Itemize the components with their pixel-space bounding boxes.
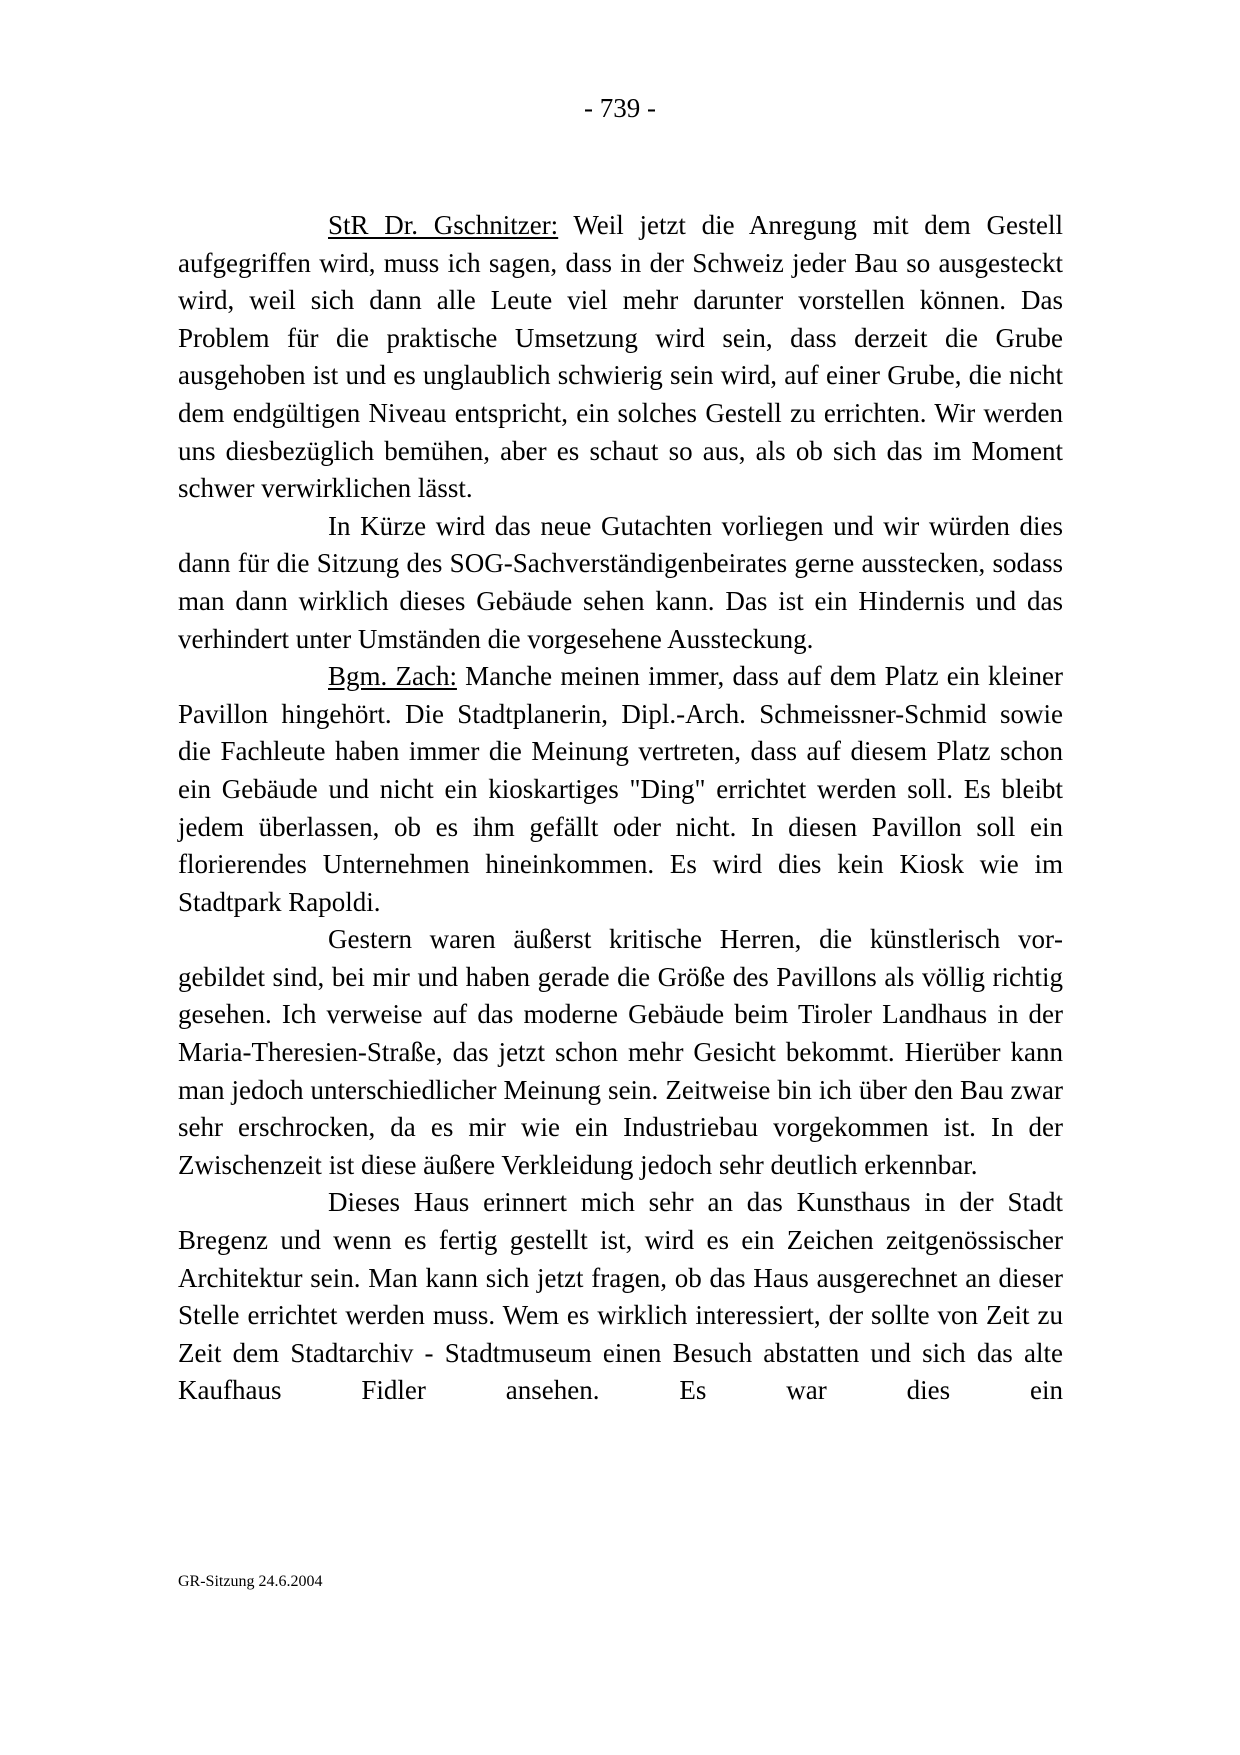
speaker-label: StR Dr. Gschnitzer: — [328, 210, 559, 240]
paragraph-dieses-haus — [178, 1184, 1063, 1410]
paragraph-text: Gestern waren äußerst kritische Herren, die künstlerisch vorgebildet sind, bei mir und haben gerade die Größe des Pavillons als völlig richtig gesehen. Ich verweise auf das moderne Gebäude beim Tiroler Landhaus in der Maria-Theresien-Straße, das jetzt schon mehr Gesicht bekommt. Hierüber kann man jedoch unterschiedlicher Meinung sein. Zeitweise bin ich über den Bau zwar sehr erschrocken, da es mir wie ein Industriebau vorgekommen ist. In der Zwischenzeit ist diese äußere Verkleidung jedoch sehr deutlich erkennbar. — [178, 924, 1063, 1180]
speaker-label: Bgm. Zach: — [328, 661, 457, 692]
page-footer: GR-Sitzung 24.6.2004 — [178, 1573, 323, 1590]
paragraph-gschnitzer — [178, 207, 1063, 508]
paragraph-text: Dieses Haus erinnert mich sehr an das Kunsthaus in der Stadt Bregenz und wenn es fertig gestellt ist, wird es ein Zeichen zeitgenössischer Architektur sein. Man kann sich jetzt fragen, ob das Haus ausgerechnet an dieser Stelle errichtet werden muss. Wem es wirklich interessiert, der sollte von Zeit zu Zeit dem Stadtarchiv - Stadtmuseum einen Besuch abstatten und sich das alte Kaufhaus Fidler ansehen. Es war dies ein — [178, 1187, 1063, 1406]
page-number: - 739 - — [584, 93, 656, 123]
document-body — [178, 207, 1063, 1410]
paragraph-text: In Kürze wird das neue Gutachten vorliegen und wir würden dies dann für die Sitzung des SOG-Sachverständigenbeirates gerne ausstecken, sodass man dann wirklich dieses Gebäude sehen kann. Das ist ein Hindernis und das verhindert unter Umständen die vorgesehene Aussteckung. — [178, 510, 1063, 654]
paragraph-text: Weil jetzt die Anregung mit dem Gestell aufgegriffen wird, muss ich sagen, dass in der Schweiz jeder Bau so ausgesteckt wird, weil sich dann alle Leute viel mehr darunter vorstellen können. Das Problem für die praktische Umsetzung wird sein, dass derzeit die Grube ausgehoben ist und es unglaublich schwierig sein wird, auf einer Grube, die nicht dem endgültigen Niveau entspricht, ein solches Gestell zu errichten. Wir werden uns diesbezüglich bemühen, aber es schaut so aus, als ob sich das im Moment schwer verwirklichen lässt. — [178, 210, 1063, 504]
paragraph-gutachten — [178, 508, 1063, 658]
paragraph-text: Manche meinen immer, dass auf dem Platz ein kleiner Pavillon hingehört. Die Stadtplanerin, Dipl.-Arch. Schmeissner-Schmid sowie die Fachleute haben immer die Meinung vertreten, dass auf diesem Platz schon ein Gebäude und nicht ein kioskartiges "Ding" errichtet werden soll. Es bleibt jedem überlassen, ob es ihm gefällt oder nicht. In diesen Pavillon soll ein florierendes Unternehmen hineinkommen. Es wird dies kein Kiosk wie im Stadtpark Rapoldi. — [178, 661, 1063, 917]
paragraph-zach — [178, 658, 1063, 921]
paragraph-gestern — [178, 921, 1063, 1184]
